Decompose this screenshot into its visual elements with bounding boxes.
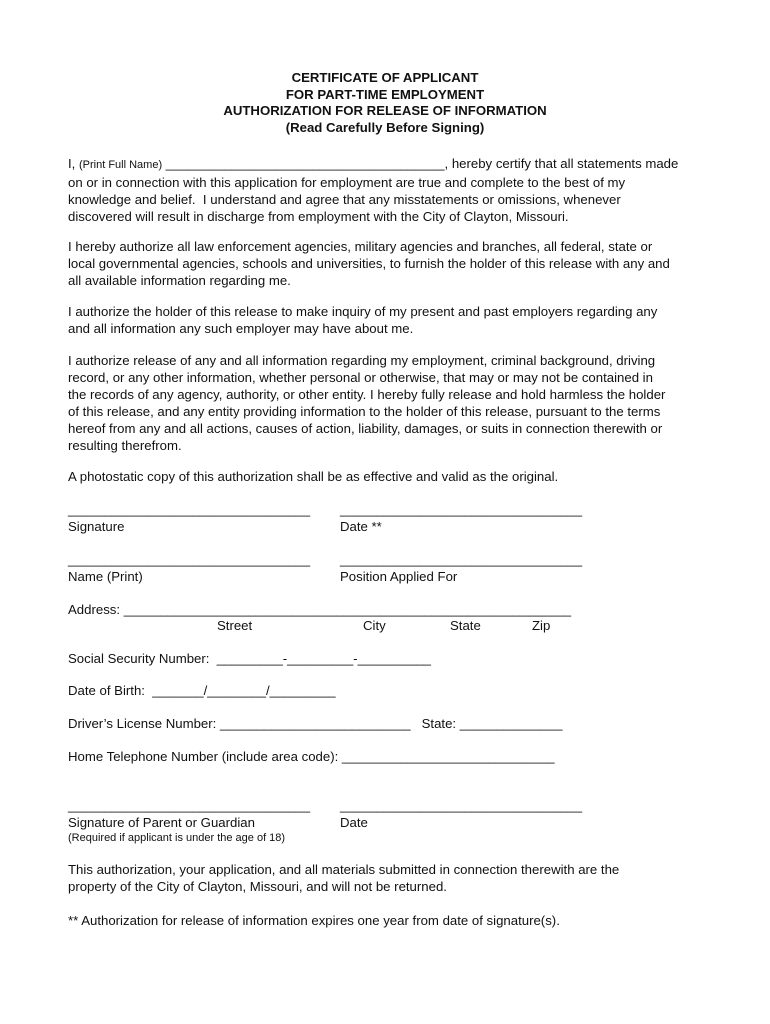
parent-required-note: (Required if applicant is under the age of 18) — [68, 832, 286, 844]
dob-field[interactable]: Date of Birth: _______/________/_________ — [68, 683, 336, 698]
signature-field[interactable]: _________________________________ — [68, 502, 311, 517]
certify-line-3: knowledge and belief. I understand and agree that any misstatements or omissions, whenever — [68, 192, 621, 207]
photostatic-statement: A photostatic copy of this authorization shall be as effective and valid as the original. — [68, 469, 559, 484]
release-line: of this release, and any entity providing information to the holder of this release, pursuant to the terms — [68, 404, 661, 419]
parent-signature-label: Signature of Parent or Guardian — [68, 815, 255, 830]
release-line: the records of any agency, authority, or other entity. I hereby fully release and hold harmless the holder — [68, 387, 666, 402]
certify-paragraph — [68, 155, 708, 225]
property-line: property of the City of Clayton, Missouri, and will not be returned. — [68, 879, 447, 894]
parent-date-field[interactable]: _________________________________ — [340, 798, 583, 813]
name-print-field[interactable]: _________________________________ — [68, 552, 311, 567]
print-full-name-label: (Print Full Name) — [79, 159, 163, 171]
ssn-field[interactable]: Social Security Number: _________-_________-__________ — [68, 651, 431, 666]
authorize-agencies-paragraph — [68, 238, 708, 289]
certify-lead: I, — [68, 156, 79, 171]
document-title — [0, 70, 770, 136]
position-label: Position Applied For — [340, 569, 458, 584]
certify-line-1-rest: , hereby certify that all statements made — [444, 156, 679, 171]
expiry-note: ** Authorization for release of information expires one year from date of signature(s). — [68, 913, 560, 928]
certify-line-4: discovered will result in discharge from employment with the City of Clayton, Missouri. — [68, 209, 569, 224]
agencies-line: I hereby authorize all law enforcement agencies, military agencies and branches, all federal, state or — [68, 239, 653, 254]
title-line-4: (Read Carefully Before Signing) — [285, 119, 485, 135]
inquiry-line: and all information any such employer may have about me. — [68, 321, 414, 336]
certify-line-2: on or in connection with this application for employment are true and complete to the best of my — [68, 175, 626, 190]
release-line: record, or any other information, whether personal or otherwise, that may or may not be contained in — [68, 370, 653, 385]
zip-label: Zip — [532, 618, 551, 633]
title-line-3: AUTHORIZATION FOR RELEASE OF INFORMATION — [223, 103, 547, 118]
property-note — [68, 861, 708, 895]
property-line: This authorization, your application, and all materials submitted in connection therewith are the — [68, 862, 620, 877]
parent-date-label: Date — [340, 815, 368, 830]
address-label: Address: — [68, 602, 124, 617]
state-label: State — [450, 618, 481, 633]
full-name-field[interactable]: ______________________________________ — [162, 156, 445, 171]
street-label: Street — [217, 618, 253, 633]
authorize-release-paragraph — [68, 352, 708, 454]
release-line: resulting therefrom. — [68, 438, 182, 453]
address-field[interactable]: _____________________________________________________________ — [123, 602, 572, 617]
certify-line-1 — [68, 155, 708, 174]
title-line-1: CERTIFICATE OF APPLICANT — [291, 70, 479, 85]
home-phone-field[interactable]: Home Telephone Number (include area code): _____________________________ — [68, 749, 555, 764]
inquiry-line: I authorize the holder of this release to make inquiry of my present and past employers regarding any — [68, 304, 658, 319]
date-label: Date ** — [340, 519, 382, 534]
title-line-2: FOR PART-TIME EMPLOYMENT — [285, 86, 485, 102]
release-line: I authorize release of any and all information regarding my employment, criminal background, driving — [68, 353, 656, 368]
release-line: hereof from any and all actions, causes of action, liability, damages, or suits in connection therewith or — [68, 421, 663, 436]
date-field[interactable]: _________________________________ — [340, 502, 583, 517]
city-label: City — [363, 618, 386, 633]
signature-label: Signature — [68, 519, 125, 534]
name-print-label: Name (Print) — [68, 569, 143, 584]
agencies-line: all available information regarding me. — [68, 273, 291, 288]
position-field[interactable]: _________________________________ — [340, 552, 583, 567]
authorize-inquiry-paragraph — [68, 303, 708, 337]
parent-signature-field[interactable]: _________________________________ — [68, 798, 311, 813]
drivers-license-field[interactable]: Driver’s License Number: __________________________ State: ______________ — [68, 716, 563, 731]
address-row — [68, 601, 571, 618]
agencies-line: local governmental agencies, schools and universities, to furnish the holder of this release with any and — [68, 256, 670, 271]
